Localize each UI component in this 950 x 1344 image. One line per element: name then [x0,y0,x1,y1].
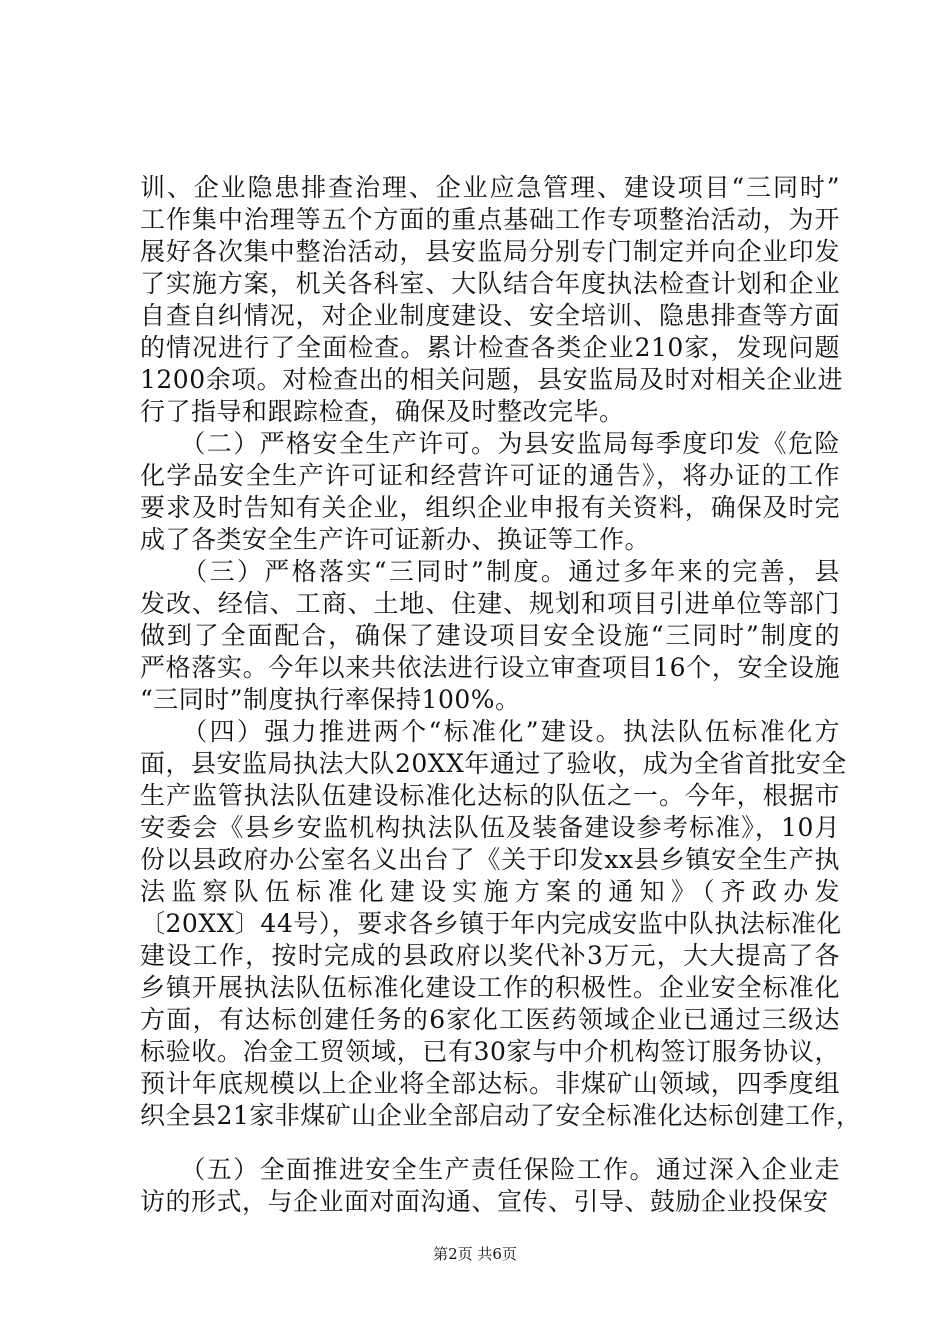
text-line: 发改、经信、工商、土地、住建、规划和项目引进单位等部门 [140,589,840,618]
text-line: 行了指导和跟踪检查，确保及时整改完毕。 [140,397,625,426]
text-line: 成了各类安全生产许可证新办、换证等工作。 [140,525,651,554]
text-line: 了实施方案，机关各科室、大队结合年度执法检查计划和企业 [140,269,840,298]
text-line: 法监察队伍标准化建设实施方案的通知》（齐政办发 [140,877,840,906]
text-line: 生产监管执法队伍建设标准化达标的队伍之一。今年，根据市 [140,781,840,810]
text-line: （五）全面推进安全生产责任保险工作。通过深入企业走 [140,1155,840,1184]
text-line: 乡镇开展执法队伍标准化建设工作的积极性。企业安全标准化 [140,973,840,1002]
paragraph [140,1154,840,1218]
text-line: （四）强力推进两个“标准化”建设。执法队伍标准化方 [140,717,840,746]
text-line: 份以县政府办公室名义出台了《关于印发xx县乡镇安全生产执 [140,845,840,874]
text-line: 严格落实。今年以来共依法进行设立审查项目16个，安全设施 [140,653,840,682]
paragraph [140,556,840,716]
paragraph [140,716,862,1132]
text-line: 化学品安全生产许可证和经营许可证的通告》，将办证的工作 [140,461,840,490]
text-line: 做到了全面配合，确保了建设项目安全设施“三同时”制度的 [140,621,840,650]
text-line: “三同时”制度执行率保持100%。 [140,685,521,714]
text-line: 访的形式，与企业面对面沟通、宣传、引导、鼓励企业投保安 [140,1187,829,1216]
text-line: 预计年底规模以上企业将全部达标。非煤矿山领域，四季度组 [140,1069,840,1098]
text-line: 面，县安监局执法大队20XX年通过了验收，成为全省首批安全 [140,749,847,778]
paragraph [140,428,840,556]
text-line: 的情况进行了全面检查。累计检查各类企业210家，发现问题 [140,333,840,362]
text-line: 安委会《县乡安监机构执法队伍及装备建设参考标准》，10月 [140,813,840,842]
text-line: 标验收。冶金工贸领域，已有30家与中介机构签订服务协议， [140,1037,840,1066]
text-line: 方面，有达标创建任务的6家化工医药领域企业已通过三级达 [140,1005,840,1034]
text-line: 建设工作，按时完成的县政府以奖代补3万元，大大提高了各 [140,941,840,970]
text-line: （二）严格安全生产许可。为县安监局每季度印发《危险 [140,429,840,458]
document-body [140,172,862,1218]
page-footer: 第2页 共6页 [433,1245,517,1263]
text-line: （三）严格落实“三同时”制度。通过多年来的完善，县 [140,557,840,586]
text-line: 训、企业隐患排查治理、企业应急管理、建设项目“三同时” [140,173,840,202]
paragraph-gap [140,1132,840,1154]
text-line: 织全县21家非煤矿山企业全部启动了安全标准化达标创建工作， [140,1101,862,1130]
text-line: 工作集中治理等五个方面的重点基础工作专项整治活动，为开 [140,205,840,234]
text-line: 1200余项。对检查出的相关问题，县安监局及时对相关企业进 [140,365,844,394]
text-line: 要求及时告知有关企业，组织企业申报有关资料，确保及时完 [140,493,840,522]
paragraph [140,172,844,428]
text-line: 展好各次集中整治活动，县安监局分别专门制定并向企业印发 [140,237,840,266]
text-line: 自查自纠情况，对企业制度建设、安全培训、隐患排查等方面 [140,301,840,330]
text-line: 〔20XX〕44号），要求各乡镇于年内完成安监中队执法标准化 [140,909,842,938]
